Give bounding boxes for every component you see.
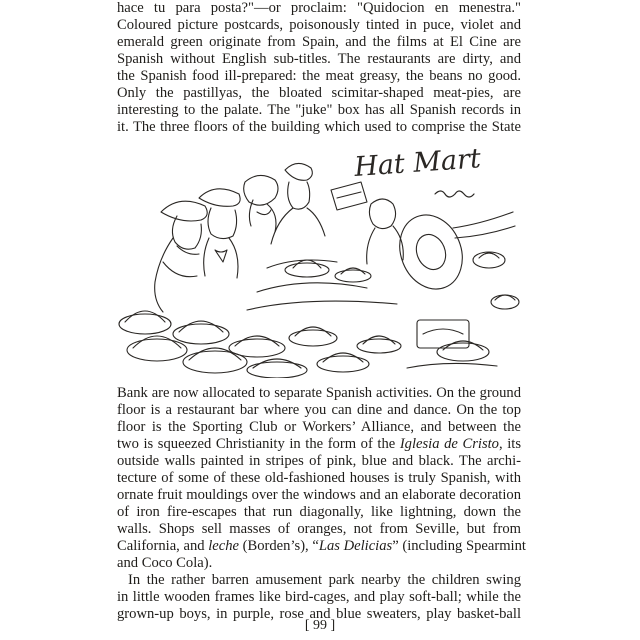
text-line: hace tu para posta?"—or proclaim: "Quidocion en menestra." — [117, 0, 521, 16]
text-line — [117, 538, 526, 555]
church-name: Iglesia de Cristo — [399, 436, 499, 452]
text-line — [117, 436, 521, 453]
text-line: outside walls painted in stripes of pink, blue and black. The archi- — [117, 453, 521, 469]
text-segment: (Borden’s), “ — [238, 538, 319, 554]
text-line: Coloured picture postcards, poisonously tinted in puce, violet and — [117, 17, 521, 33]
text-segment: , its — [498, 436, 522, 452]
text-line: grown-up boys, in purple, rose and blue sweaters, play basket-ball — [117, 606, 521, 622]
text-line: floor is a restaurant bar where you can dine and dance. On the top — [117, 402, 521, 418]
sketch-caption: Hat Mart — [353, 143, 482, 183]
text-line: Spanish without English sub-titles. The restaurants are dirty, and — [117, 51, 521, 67]
text-line: Bank are now allocated to separate Spanish activities. On the ground — [117, 385, 521, 401]
text-line: in little wooden frames like bird-cages, and play soft-ball; while the — [117, 589, 521, 605]
text-line: floor is the Sporting Club or Workers’ Alliance, and between the — [117, 419, 521, 435]
page-number: [ 99 ] — [304, 618, 336, 633]
text-segment: California, and — [117, 538, 209, 554]
text-segment: two is squeezed Christianity in the form of the — [117, 436, 400, 452]
text-line: tecture of some of these old-fashioned houses is truly Spanish, with — [117, 470, 521, 486]
text-line: the Spanish food ill-prepared: the meat greasy, the beans no good. — [117, 68, 521, 84]
text-line: In the rather barren amusement park nearby the children swing — [128, 572, 521, 588]
text-line: of iron fire-escapes that run diagonally, like lightning, down the — [117, 504, 521, 520]
text-line: ornate fruit mouldings over the windows and an elaborate decoration — [117, 487, 521, 503]
text-line: walls. Shops sell masses of oranges, not from Seville, but from — [117, 521, 521, 537]
text-line: interesting to the palate. The "juke" box has all Spanish records in — [117, 102, 521, 118]
hat-market-sketch — [117, 142, 521, 378]
italic-term: leche — [208, 538, 239, 554]
italic-term: Las Delicias — [318, 538, 393, 554]
text-line: it. The three floors of the building which used to comprise the State — [117, 119, 521, 135]
text-line: and Coco Cola). — [117, 555, 213, 571]
text-segment: ” (including Spearmint — [392, 538, 526, 554]
text-line: Only the pastillyas, the bloated scimitar-shaped meat-pies, are — [117, 85, 521, 101]
text-line: emerald green originate from Spain, and the films at El Cine are — [117, 34, 521, 50]
